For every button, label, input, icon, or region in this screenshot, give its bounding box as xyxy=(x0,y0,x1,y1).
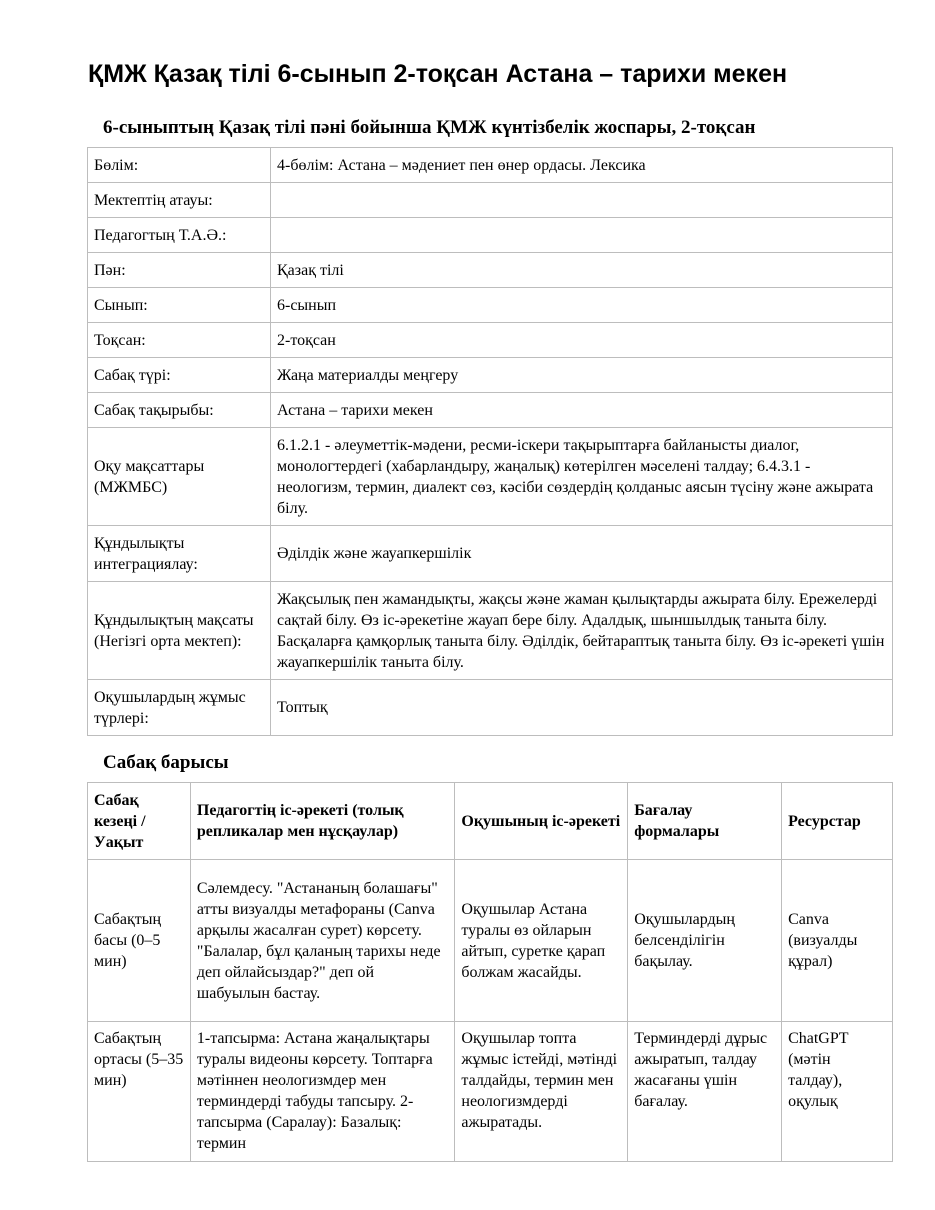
lesson-assessment: Оқушылардың белсенділігін бақылау. xyxy=(628,860,782,1022)
info-value: Қазақ тілі xyxy=(271,253,893,288)
info-row-value-goal xyxy=(88,582,893,680)
info-label: Сабақ түрі: xyxy=(88,358,271,393)
info-row-section xyxy=(88,148,893,183)
lesson-stage: Сабақтың басы (0–5 мин) xyxy=(88,860,191,1022)
info-value xyxy=(271,218,893,253)
lesson-teacher-activity: 1-тапсырма: Астана жаңалықтары туралы видеоны көрсету. Топтарға мәтіннен неологизмдер мен терминдерді табуды тапсыру. 2-тапсырма (Саралау): Базалық: термин xyxy=(190,1022,454,1162)
lesson-header-row xyxy=(88,783,893,860)
info-row-work-forms xyxy=(88,680,893,736)
plan-subtitle: 6-сыныптың Қазақ тілі пәні бойынша ҚМЖ күнтізбелік жоспары, 2-тоқсан xyxy=(103,117,756,138)
info-label: Мектептің атауы: xyxy=(88,183,271,218)
lesson-info-table xyxy=(87,147,893,736)
info-row-lesson-type xyxy=(88,358,893,393)
info-row-value-integration xyxy=(88,526,893,582)
lesson-student-activity: Оқушылар Астана туралы өз ойларын айтып, суретке қарап болжам жасайды. xyxy=(455,860,628,1022)
info-value xyxy=(271,183,893,218)
info-value: Жаңа материалды меңгеру xyxy=(271,358,893,393)
lesson-student-activity: Оқушылар топта жұмыс істейді, мәтінді талдайды, термин мен неологизмдерді ажыратады. xyxy=(455,1022,628,1162)
info-row-lesson-topic xyxy=(88,393,893,428)
header-assessment: Бағалау формалары xyxy=(628,783,782,860)
lesson-flow-table xyxy=(87,782,893,1162)
info-label: Бөлім: xyxy=(88,148,271,183)
info-value: 6.1.2.1 - әлеуметтік-мәдени, ресми-іскери тақырыптарға байланысты диалог, монологтердегі (хабарландыру, жаңалық) көтерілген мәселені талдау; 6.4.3.1 - неологизм, термин, диалект сөз, кәсіби сөздердің қолданыс аясын түсіну және ажырата білу. xyxy=(271,428,893,526)
lesson-stage: Сабақтың ортасы (5–35 мин) xyxy=(88,1022,191,1162)
lesson-resources: Canva (визуалды құрал) xyxy=(782,860,893,1022)
info-value: 6-сынып xyxy=(271,288,893,323)
lesson-resources: ChatGPT (мәтін талдау), оқулық xyxy=(782,1022,893,1162)
info-label: Сабақ тақырыбы: xyxy=(88,393,271,428)
lesson-row-start xyxy=(88,860,893,1022)
lesson-row-middle xyxy=(88,1022,893,1162)
info-label: Тоқсан: xyxy=(88,323,271,358)
info-label: Оқушылардың жұмыс түрлері: xyxy=(88,680,271,736)
info-label: Оқу мақсаттары (МЖМБС) xyxy=(88,428,271,526)
header-resources: Ресурстар xyxy=(782,783,893,860)
header-teacher-activity: Педагогтің іс-әрекеті (толық репликалар мен нұсқаулар) xyxy=(190,783,454,860)
document-title: ҚМЖ Қазақ тілі 6-сынып 2-тоқсан Астана – тарихи мекен xyxy=(88,60,788,88)
info-row-grade xyxy=(88,288,893,323)
info-label: Сынып: xyxy=(88,288,271,323)
info-row-teacher xyxy=(88,218,893,253)
lesson-flow-heading: Сабақ барысы xyxy=(103,752,229,773)
header-student-activity: Оқушының іс-әрекеті xyxy=(455,783,628,860)
info-value: Топтық xyxy=(271,680,893,736)
info-label: Құндылықты интеграциялау: xyxy=(88,526,271,582)
info-value: 2-тоқсан xyxy=(271,323,893,358)
info-value: Әділдік және жауапкершілік xyxy=(271,526,893,582)
lesson-teacher-activity: Сәлемдесу. "Астананың болашағы" атты визуалды метафораны (Canva арқылы жасалған сурет) көрсету. "Балалар, бұл қаланың тарихы неде деп ойлайсыздар?" деп ой шабуылын бастау. xyxy=(190,860,454,1022)
header-stage: Сабақ кезеңі / Уақыт xyxy=(88,783,191,860)
info-value: Астана – тарихи мекен xyxy=(271,393,893,428)
info-row-school xyxy=(88,183,893,218)
info-row-quarter xyxy=(88,323,893,358)
info-value: 4-бөлім: Астана – мәдениет пен өнер ордасы. Лексика xyxy=(271,148,893,183)
info-row-subject xyxy=(88,253,893,288)
info-label: Құндылықтың мақсаты (Негізгі орта мектеп): xyxy=(88,582,271,680)
lesson-assessment: Терминдерді дұрыс ажыратып, талдау жасағаны үшін бағалау. xyxy=(628,1022,782,1162)
info-value: Жақсылық пен жамандықты, жақсы және жаман қылықтарды ажырата білу. Ережелерді сақтай білу. Өз іс-әрекетіне жауап бере білу. Адалдық, шыншылдық таныта білу. Басқаларға қамқорлық таныта білу. Әділдік, бейтараптық таныта білу. Өз іс-әрекеті үшін жауапкершілік таныта білу. xyxy=(271,582,893,680)
info-label: Педагогтың Т.А.Ә.: xyxy=(88,218,271,253)
info-label: Пән: xyxy=(88,253,271,288)
info-row-learning-goals xyxy=(88,428,893,526)
